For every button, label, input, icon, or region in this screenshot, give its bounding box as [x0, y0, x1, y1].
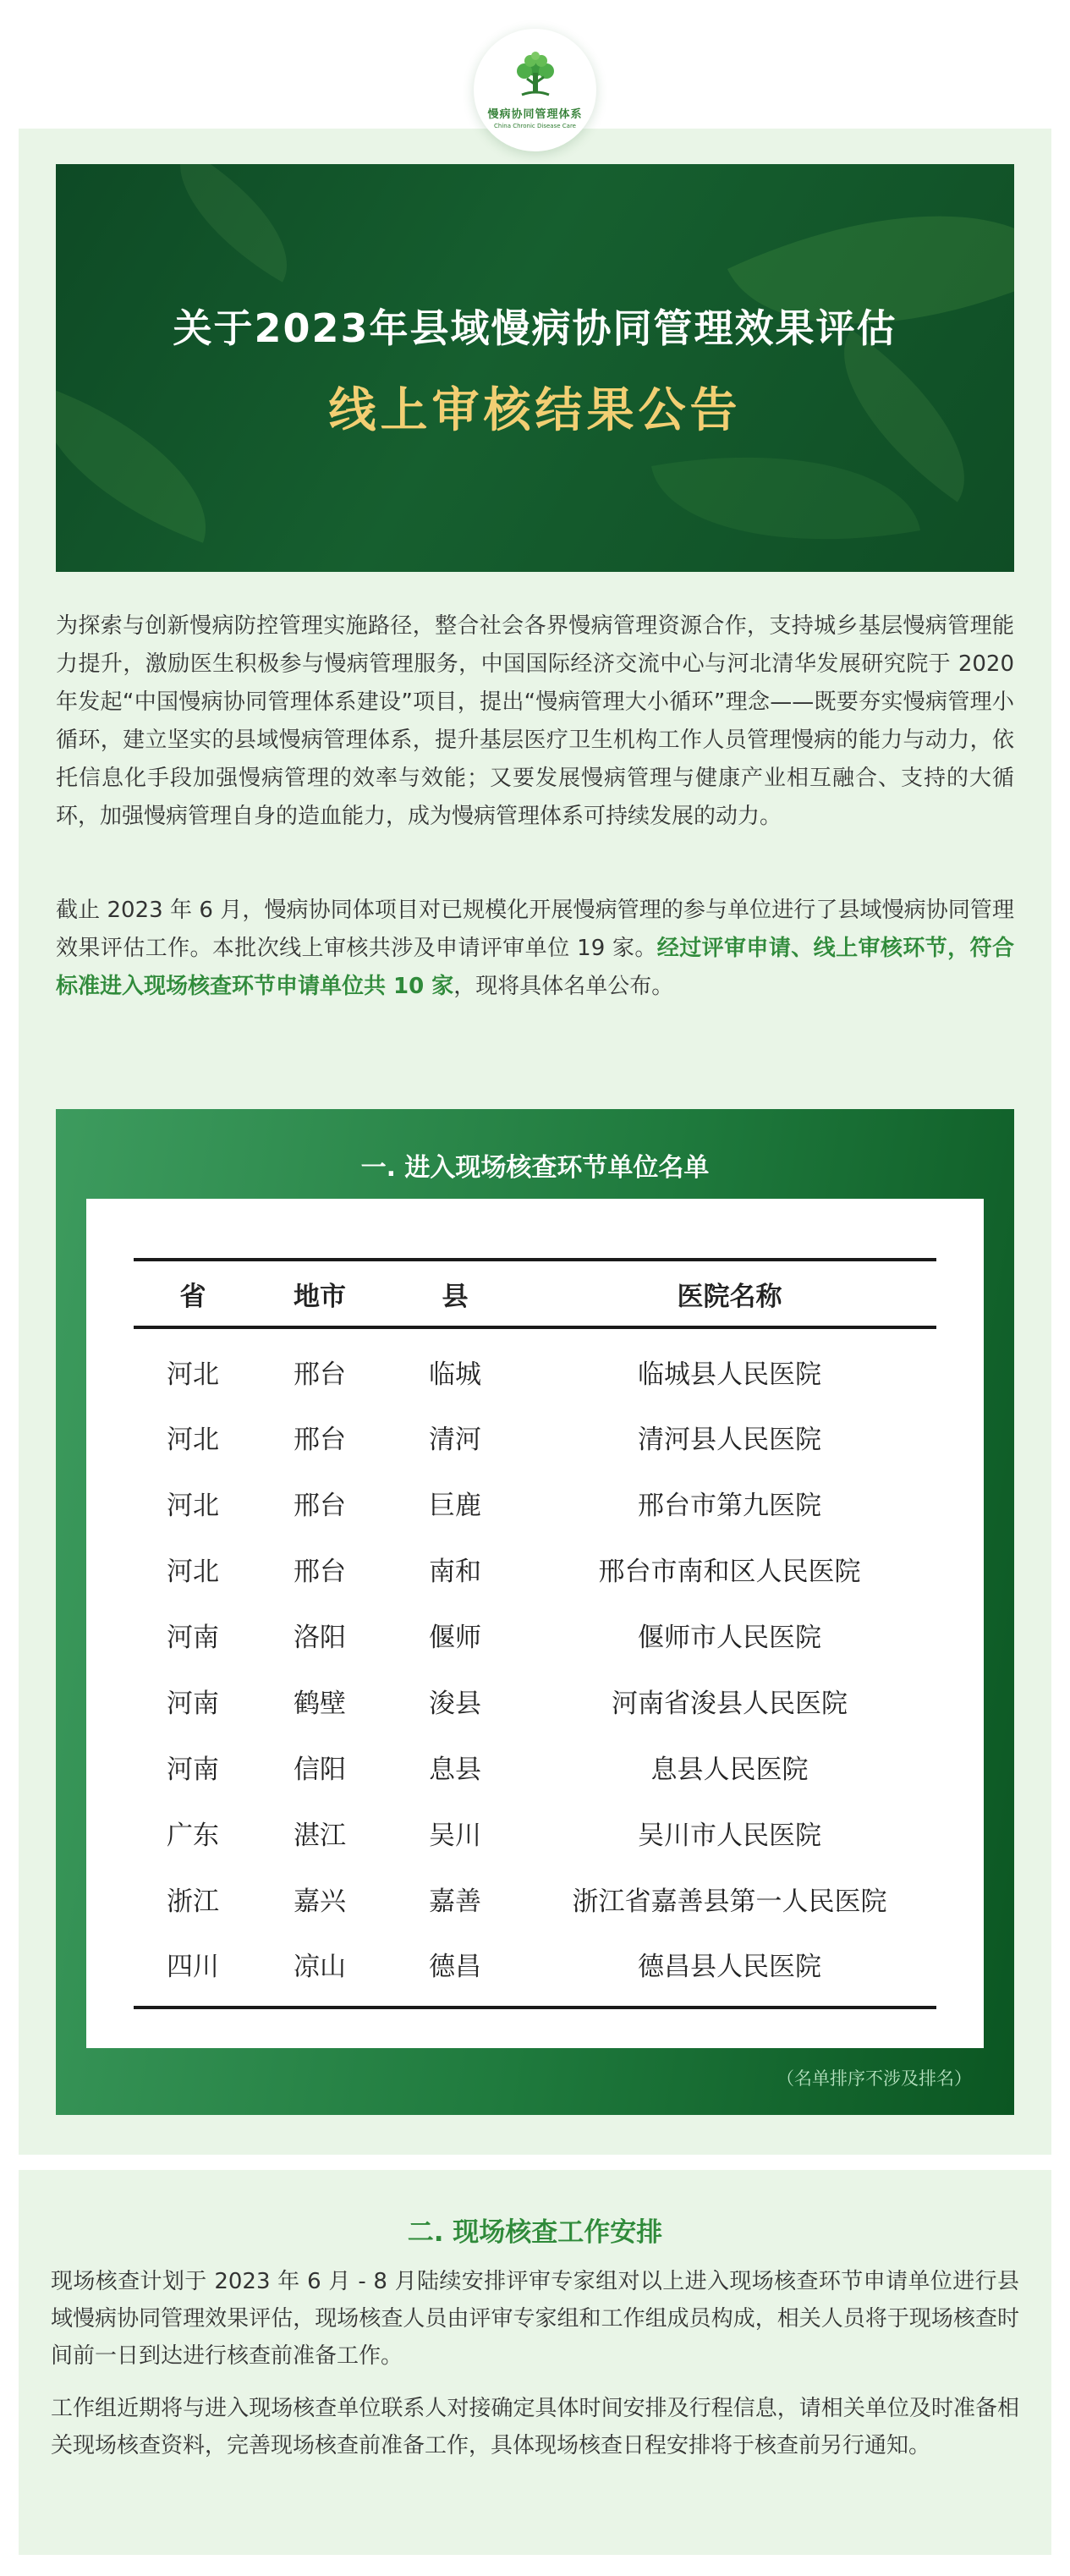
leaf-decoration	[151, 164, 316, 283]
cell-city: 信阳	[294, 1754, 346, 1785]
intro-paragraph: 为探索与创新慢病防控管理实施路径，整合社会各界慢病管理资源合作，支持城乡基层慢病管理能力提升，激励医生积极参与慢病管理服务，中国国际经济交流中心与河北清华发展研究院于 2020 年发起“中国慢病协同管理体系建设”项目，提出“慢病管理大小循环”理念——既要夯实慢病管理小循环，建立坚实的县域慢病管理体系，提升基层医疗卫生机构工作人员管理慢病的能力与动力，依托信息化手段加强慢病管理的效率与效能；又要发展慢病管理与健康产业相互融合、支持的大循环，加强慢病管理自身的造血能力，成为慢病管理体系可持续发展的动力。	[56, 613, 1014, 829]
cell-province: 四川	[167, 1951, 219, 1982]
organization-logo	[474, 29, 596, 151]
table-row	[134, 1865, 936, 1931]
cell-city: 洛阳	[294, 1622, 346, 1653]
notice-paragraph: 工作组近期将与进入现场核查单位联系人对接确定具体时间安排及行程信息，请相关单位及时准备相关现场核查资料，完善现场核查前准备工作，具体现场核查日程安排将于核查前另行通知。	[51, 2396, 1019, 2458]
table-container	[86, 1199, 984, 2048]
table-header-row	[134, 1260, 936, 1327]
arrangement-panel	[19, 2170, 1051, 2555]
column-header-province: 省	[179, 1281, 206, 1312]
cell-city: 鹤壁	[294, 1688, 346, 1719]
cell-hospital: 邢台市南和区人民医院	[598, 1556, 861, 1587]
banner-subtitle: 线上审核结果公告	[328, 383, 742, 438]
cell-province: 广东	[167, 1820, 219, 1851]
status-paragraph	[56, 892, 1014, 1006]
unit-table	[134, 1258, 936, 2009]
cell-hospital: 偃师市人民医院	[638, 1622, 821, 1653]
table-row	[134, 1601, 936, 1667]
cell-city: 邢台	[294, 1556, 346, 1587]
status-highlight: 经过评审申请、线上审核环节，符合标准进入现场核查环节申请单位共 10 家	[56, 936, 1014, 999]
tree-logo-icon	[508, 51, 562, 102]
cell-county: 嘉善	[429, 1886, 481, 1917]
table-row	[134, 1535, 936, 1601]
banner-title: 关于2023年县域慢病协同管理效果评估	[173, 305, 897, 351]
cell-hospital: 吴川市人民医院	[638, 1820, 821, 1851]
section-title: 二. 现场核查工作安排	[407, 2217, 663, 2248]
leaf-decoration	[651, 422, 920, 572]
table-row	[134, 1931, 936, 2008]
cell-county: 浚县	[429, 1688, 481, 1719]
cell-county: 吴川	[429, 1820, 481, 1851]
cell-county: 南和	[429, 1556, 481, 1587]
status-text: 截止 2023 年 6 月，慢病协同体项目对已规模化开展慢病管理的参与单位进行了县域慢病协同管理效果评估工作。本批次线上审核共涉及申请评审单位 19 家。	[56, 898, 1014, 961]
cell-city: 邢台	[294, 1490, 346, 1521]
unit-list-card	[56, 1109, 1014, 2115]
column-header-county: 县	[442, 1281, 469, 1312]
table-row	[134, 1327, 936, 1403]
table-row	[134, 1799, 936, 1865]
logo-name-en: China Chronic Disease Care	[494, 123, 576, 129]
cell-province: 河南	[167, 1622, 219, 1653]
cell-city: 凉山	[294, 1951, 346, 1982]
column-header-hospital: 医院名称	[677, 1281, 782, 1312]
cell-city: 湛江	[294, 1820, 346, 1851]
cell-hospital: 德昌县人民医院	[638, 1951, 821, 1982]
cell-hospital: 临城县人民医院	[638, 1359, 821, 1390]
ranking-note: （名单排序不涉及排名）	[776, 2068, 972, 2089]
cell-province: 河北	[167, 1490, 219, 1521]
column-header-city: 地市	[294, 1281, 346, 1312]
cell-province: 河南	[167, 1754, 219, 1785]
section-title: 一. 进入现场核查环节单位名单	[360, 1153, 710, 1183]
cell-county: 巨鹿	[429, 1490, 481, 1521]
cell-hospital: 浙江省嘉善县第一人民医院	[572, 1886, 887, 1917]
status-text-end: ，现将具体名单公布。	[453, 974, 674, 999]
cell-hospital: 邢台市第九医院	[638, 1490, 821, 1521]
cell-hospital: 河南省浚县人民医院	[612, 1688, 848, 1719]
table-row	[134, 1403, 936, 1469]
cell-province: 浙江	[167, 1886, 219, 1917]
logo-name-cn: 慢病协同管理体系	[487, 108, 583, 121]
cell-county: 息县	[429, 1754, 481, 1785]
cell-county: 偃师	[429, 1622, 481, 1653]
cell-province: 河北	[167, 1359, 219, 1390]
cell-hospital: 息县人民医院	[650, 1754, 809, 1785]
cell-county: 清河	[429, 1424, 481, 1455]
table-row	[134, 1733, 936, 1799]
title-banner	[56, 164, 1014, 572]
cell-hospital: 清河县人民医院	[638, 1424, 821, 1455]
arrangement-paragraph: 现场核查计划于 2023 年 6 月 - 8 月陆续安排评审专家组对以上进入现场核查环节申请单位进行县域慢病协同管理效果评估，现场核查人员由评审专家组和工作组成员构成，相关人员将于现场核查时间前一日到达进行核查前准备工作。	[51, 2269, 1019, 2369]
cell-city: 邢台	[294, 1424, 346, 1455]
cell-city: 邢台	[294, 1359, 346, 1390]
table-row	[134, 1469, 936, 1535]
cell-province: 河北	[167, 1424, 219, 1455]
cell-province: 河南	[167, 1688, 219, 1719]
cell-city: 嘉兴	[294, 1886, 346, 1917]
cell-county: 临城	[429, 1359, 481, 1390]
cell-county: 德昌	[429, 1951, 481, 1982]
cell-province: 河北	[167, 1556, 219, 1587]
table-row	[134, 1667, 936, 1733]
